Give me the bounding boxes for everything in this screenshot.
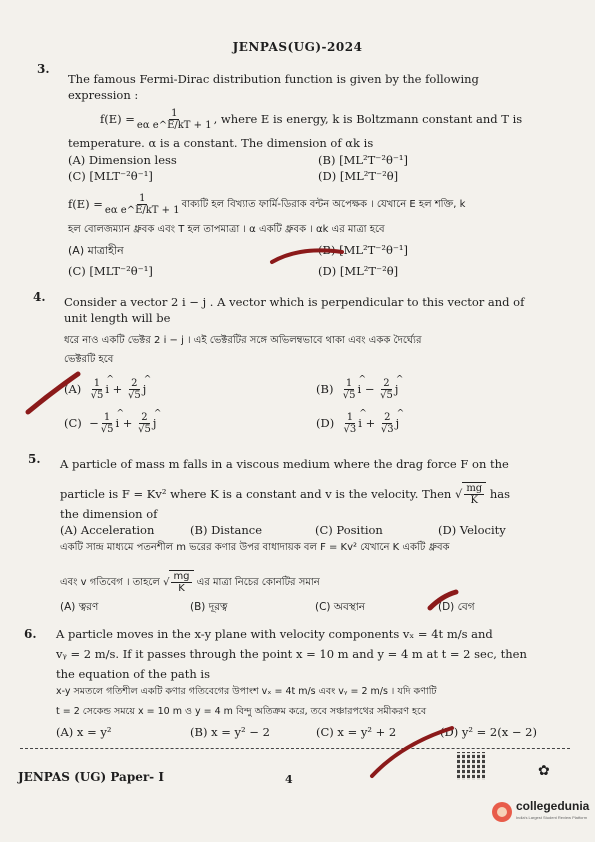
q3-formula-rest: , where E is energy, k is Boltzmann constant and T is	[213, 112, 523, 126]
q3-text-line1: The famous Fermi-Dirac distribution function is given by the following	[68, 72, 479, 86]
q4-a-frac2: $\frac{2}{√5}$	[127, 378, 141, 401]
q5-option-b: (B) Distance	[190, 523, 263, 537]
q6-text-line3: the equation of the path is	[56, 667, 211, 681]
page-header: JENPAS(UG)-2024	[232, 40, 363, 54]
q6-answer-mark	[372, 728, 452, 776]
q5-option-d: (D) Velocity	[438, 523, 506, 537]
q3-bn-option-a: (A) মাত্রাহীন	[68, 244, 124, 257]
question-3-number: 3.	[37, 62, 50, 76]
q3-bn-option-b: (B) [ML²T⁻²θ⁻¹]	[318, 243, 409, 257]
q6-option-c: (C) x = y² + 2	[316, 725, 397, 739]
q3-fraction-den: eα e^E/kT + 1	[136, 120, 212, 131]
q5-bn-option-b: (B) দূরত্ব	[190, 601, 228, 613]
q6-text-line1: A particle moves in the x-y plane with velocity components vₓ = 4t m/s and	[56, 627, 493, 641]
q3-option-a: (A) Dimension less	[68, 153, 177, 167]
q4-text-line2: unit length will be	[64, 311, 171, 325]
question-5-number: 5.	[28, 452, 41, 466]
q3-option-b: (B) [ML²T⁻²θ⁻¹]	[318, 153, 409, 167]
q3-bn-fraction-den: eα e^E/kT + 1	[104, 205, 180, 216]
q4-option-c: (C) − $\frac{1}{√5}$ ^ i + $\frac{2}{√5}$ ^ j	[64, 412, 156, 435]
q5-bn-line2b: এর মাত্রা নিচের কোনটির সমান	[196, 576, 320, 588]
q3-bn-option-c: (C) [MLT⁻²θ⁻¹]	[68, 264, 153, 278]
q5-bn-line2a: এবং v গতিবেগ । তাহলে	[60, 576, 160, 588]
q5-sqrt: √ $\frac{mg}{K}$	[455, 482, 486, 506]
q5-option-c: (C) Position	[315, 523, 383, 537]
q4-option-c-label: (C)	[64, 416, 82, 430]
q4-a-frac1: $\frac{1}{√5}$	[90, 378, 104, 401]
q5-text-line2a: particle is F = Kv² where K is a constant and v is the velocity. Then	[60, 486, 452, 501]
q6-option-d: (D) y² = 2(x − 2)	[440, 725, 537, 739]
q5-bn-option-d: (D) বেগ	[438, 601, 475, 613]
q3-fraction-num: 1	[171, 108, 178, 119]
footer-paper-label: JENPAS (UG) Paper- I	[18, 770, 164, 784]
q5-bn-sqrt: √ $\frac{mg}{K}$	[163, 570, 193, 594]
question-4-number: 4.	[33, 290, 46, 304]
q6-text-line2: vᵧ = 2 m/s. If it passes through the point x = 10 m and y = 4 m at t = 2 sec, then	[56, 647, 527, 661]
q3-option-c: (C) [MLT⁻²θ⁻¹]	[68, 169, 153, 183]
q4-option-d-label: (D)	[316, 416, 335, 430]
q5-bn-option-a: (A) ত্বরণ	[60, 601, 99, 613]
q5-bn-option-c: (C) অবস্থান	[315, 601, 366, 613]
q3-formula-lhs: f(E) =	[100, 112, 135, 126]
q4-option-b: (B) $\frac{1}{√5}$ ^ i − $\frac{2}{√5}$ ^ j	[316, 378, 398, 401]
q4-option-b-label: (B)	[316, 382, 334, 396]
q3-text-line2: expression :	[68, 88, 139, 102]
watermark-tagline: India's Largest Student Review Platform	[516, 815, 588, 820]
q3-option-d: (D) [ML²T⁻²θ]	[318, 169, 399, 183]
page-number: 4	[285, 773, 293, 786]
q4-option-d: (D) $\frac{1}{√3}$ ^ i + $\frac{2}{√3}$ ^ j	[316, 412, 399, 435]
q5-option-a: (A) Acceleration	[60, 523, 155, 537]
question-6-number: 6.	[24, 627, 37, 641]
q5-bn-line1: একটি সান্দ্র মাধ্যমে পতনশীল m ভরের কণার উপর বাধাদায়ক বল F = Kv² যেখানে K একটি ধ্রুবক	[60, 542, 450, 553]
q4-bn-line2: ভেক্টরটি হবে	[64, 354, 114, 365]
q5-text-line1: A particle of mass m falls in a viscous medium where the drag force F on the	[60, 457, 509, 471]
flower-symbol-icon: ✿	[538, 763, 550, 779]
q4-option-a-label: (A)	[64, 382, 82, 396]
q6-option-b: (B) x = y² − 2	[190, 725, 270, 739]
q3-answer-mark	[272, 250, 342, 262]
q5-text-line2b: has	[489, 486, 511, 501]
q3-bn-line2: হল বোলজম্যান ধ্রুবক এবং T হল তাপমাত্রা । α একটি ধ্রুবক । αk এর মাত্রা হবে	[68, 224, 385, 235]
q3-bn-formula-lhs: f(E) =	[68, 197, 103, 211]
q6-bn-line1: x-y সমতলে গতিশীল একটি কণার গতিবেগের উপাংশ vₓ = 4t m/s এবং vᵧ = 2 m/s । যদি কণাটি	[56, 686, 437, 697]
q6-option-a: (A) x = y²	[56, 725, 112, 739]
watermark-brand: collegedunia	[516, 799, 590, 813]
q3-text-line3: temperature. α is a constant. The dimension of αk is	[68, 136, 374, 150]
q4-option-a: (A) $\frac{1}{√5}$ ^ i + $\frac{2}{√5}$ ^ j	[64, 378, 146, 401]
q5-text-line3: the dimension of	[60, 507, 158, 521]
q4-text-line1: Consider a vector 2 i − j . A vector which is perpendicular to this vector and of	[64, 295, 525, 309]
q4-bn-line1: ধরে নাও একটি ভেক্টর 2 i − j । এই ভেক্টরটির সঙ্গে অভিলম্বভাবে থাকা এবং একক দৈর্ঘ্যের	[64, 335, 422, 346]
q3-bn-option-d: (D) [ML²T⁻²θ]	[318, 264, 399, 278]
q3-bn-line1: বাক্যটি হল বিখ্যাত ফার্মি-ডিরাক বন্টন অপেক্ষক । যেখানে E হল শক্তি, k	[181, 199, 466, 210]
q3-bn-fraction-num: 1	[139, 193, 146, 204]
q5-answer-mark	[430, 592, 456, 608]
q4-answer-mark	[28, 374, 78, 412]
q6-bn-line2: t = 2 সেকেন্ড সময়ে x = 10 m ও y = 4 m বিন্দু অতিক্রম করে, তবে সঞ্চারপথের সমীকরণ হবে	[56, 706, 427, 717]
